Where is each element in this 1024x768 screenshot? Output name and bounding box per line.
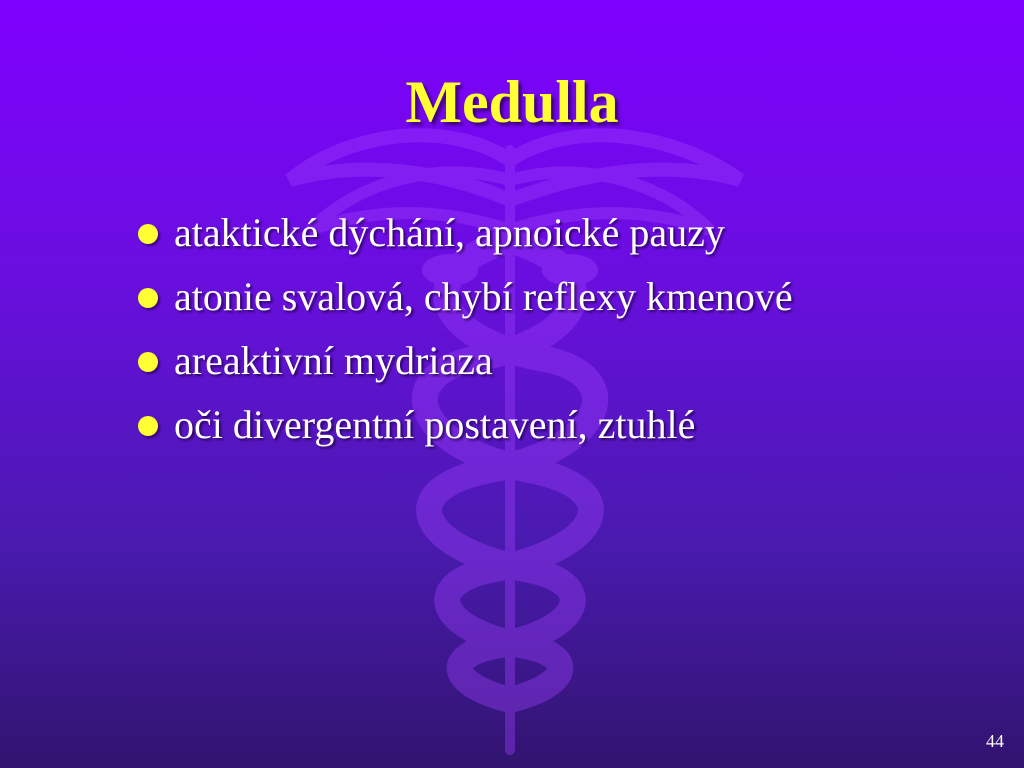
bullet-text: ataktické dýchání, apnoické pauzy — [174, 210, 725, 255]
bullet-list — [136, 208, 896, 464]
list-item — [136, 272, 896, 322]
list-item — [136, 336, 896, 386]
bullet-marker-icon — [138, 288, 158, 308]
slide-title: Medulla — [405, 69, 619, 135]
bullet-marker-icon — [138, 352, 158, 372]
bullet-marker-icon — [138, 416, 158, 436]
list-item — [136, 400, 896, 450]
bullet-text: areaktivní mydriaza — [174, 338, 493, 383]
bullet-marker-icon — [138, 224, 158, 244]
list-item — [136, 208, 896, 258]
bullet-text: atonie svalová, chybí reflexy kmenové — [174, 274, 793, 319]
bullet-text: oči divergentní postavení, ztuhlé — [174, 402, 696, 447]
page-number: 44 — [986, 731, 1004, 751]
